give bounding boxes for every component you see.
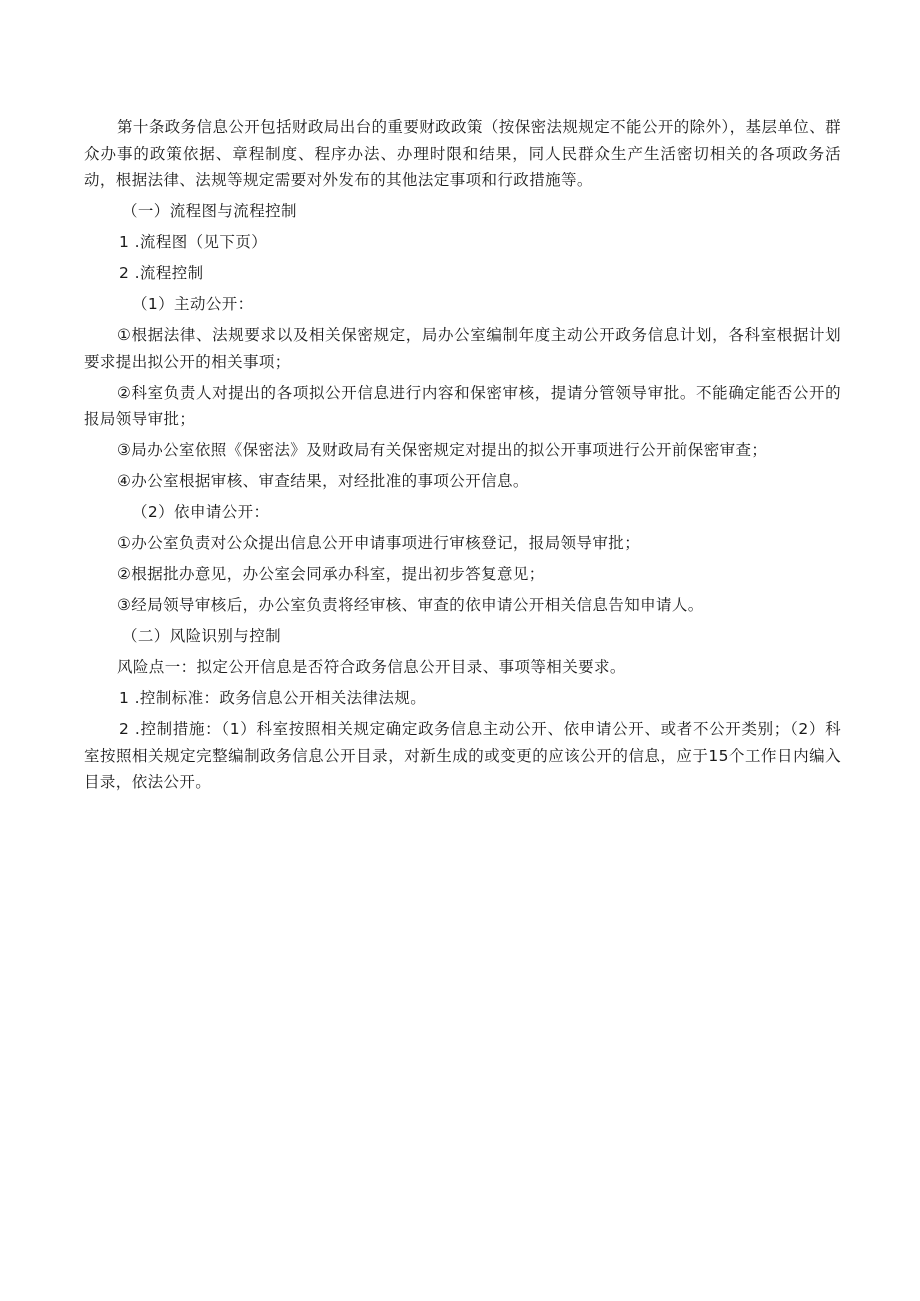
control-standard: 1 .控制标准：政务信息公开相关法律法规。 — [119, 689, 427, 707]
article-ten-paragraph: 第十条政务信息公开包括财政局出台的重要财政政策（按保密法规规定不能公开的除外），基层单位、群众办事的政策依据、章程制度、程序办法、办理时限和结果，同人民群众生产生活密切相关的各项政务活动，根据法律、法规等规定需要对外发布的其他法定事项和行政措施等。 — [84, 118, 841, 189]
section-heading-risk: （二）风险识别与控制 — [122, 627, 282, 645]
request-step-3: ③经局领导审核后，办公室负责将经审核、审查的依申请公开相关信息告知申请人。 — [117, 596, 704, 614]
document-body — [84, 114, 841, 800]
proactive-step-1: ①根据法律、法规要求以及相关保密规定，局办公室编制年度主动公开政务信息计划，各科室根据计划要求提出拟公开的相关事项； — [84, 326, 841, 371]
proactive-step-3: ③局办公室依照《保密法》及财政局有关保密规定对提出的拟公开事项进行公开前保密审查； — [117, 441, 768, 459]
subitem-on-request-disclosure: （2）依申请公开： — [132, 503, 270, 521]
request-step-2: ②根据批办意见，办公室会同承办科室，提出初步答复意见； — [117, 565, 545, 583]
risk-point-one: 风险点一：拟定公开信息是否符合政务信息公开目录、事项等相关要求。 — [117, 658, 626, 676]
section-heading-flowchart: （一）流程图与流程控制 — [122, 202, 297, 220]
control-measures: 2 .控制措施：（1）科室按照相关规定确定政务信息主动公开、依申请公开、或者不公开类别；（2）科室按照相关规定完整编制政务信息公开目录，对新生成的或变更的应该公开的信息，应于15个工作日内编入目录，依法公开。 — [84, 720, 841, 791]
subitem-proactive-disclosure: （1）主动公开： — [132, 295, 254, 313]
item-process-control: 2 .流程控制 — [119, 264, 204, 282]
request-step-1: ①办公室负责对公众提出信息公开申请事项进行审核登记，报局领导审批； — [117, 534, 641, 552]
item-flowchart: 1 .流程图（见下页） — [119, 233, 268, 251]
proactive-step-4: ④办公室根据审核、审查结果，对经批准的事项公开信息。 — [117, 472, 529, 490]
proactive-step-2: ②科室负责人对提出的各项拟公开信息进行内容和保密审核，提请分管领导审批。不能确定能否公开的报局领导审批； — [84, 383, 841, 428]
